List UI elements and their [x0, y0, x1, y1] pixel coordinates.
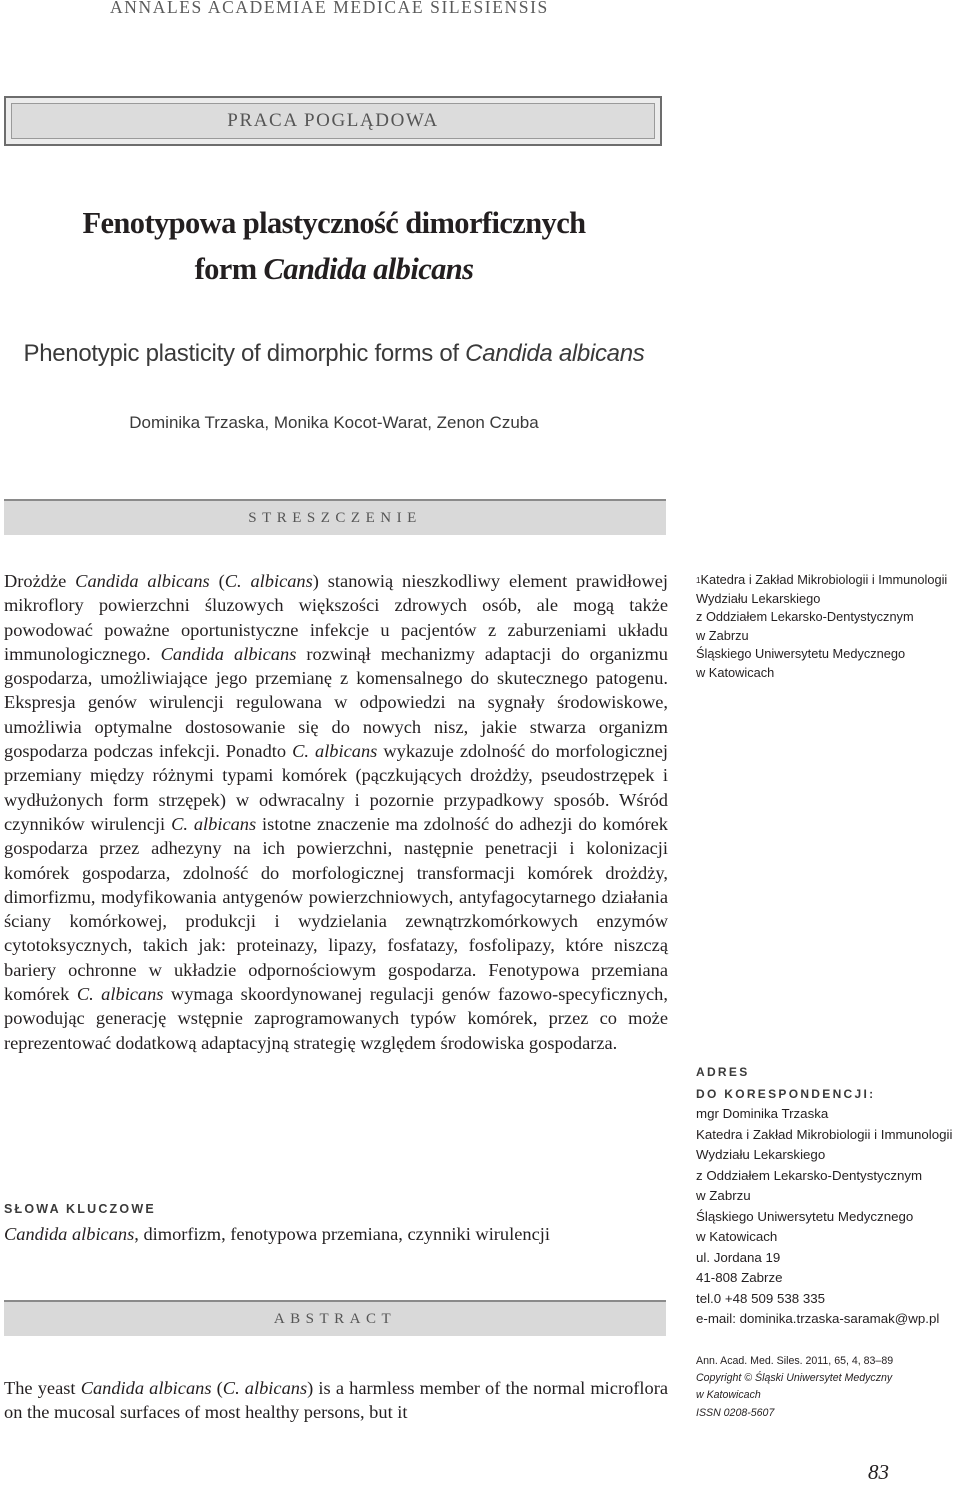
abstract-english-paragraph — [4, 1376, 668, 1425]
title-english-species: Candida albicans — [465, 340, 645, 367]
abstract-en-text: ( — [211, 1378, 223, 1398]
citation-reference: Ann. Acad. Med. Siles. 2011, 65, 4, 83–89 — [696, 1355, 894, 1367]
affiliation-line: z Oddziałem Lekarsko-Dentystycznym — [696, 609, 914, 625]
abstract-text: wykazuje zdolność do morfologicznej przemiany między różnymi typami komórek (pączkujących drożdży, pseudostrzępek i wydłużonych form strzępek) w odwracalny i pozornie przypadkowy sposób. Wśród czynników wirulencji — [4, 741, 668, 834]
citation-city: w Katowicach — [696, 1389, 761, 1402]
email-link[interactable]: e-mail: dominika.trzaska-saramak@wp.pl — [696, 1311, 940, 1326]
affiliation-line: w Zabrzu — [696, 627, 749, 643]
affiliation-line: Śląskiego Uniwersytetu Medycznego — [696, 646, 906, 662]
address-line: mgr Dominika Trzaska — [696, 1106, 829, 1121]
abstract-species: C. albicans — [171, 813, 257, 834]
title-polish-line-2-plain: form — [194, 252, 264, 286]
journal-header: ANNALES ACADEMIAE MEDICAE SILESIENSIS — [110, 0, 549, 17]
abstract-species: C. albicans — [224, 571, 313, 591]
abstract-en-text: ) is a harmless member of the normal microflora on the mucosal surfaces of most healthy persons, but it — [4, 1378, 668, 1423]
page-number: 83 — [868, 1460, 889, 1484]
address-line: tel.0 +48 509 538 335 — [696, 1290, 826, 1306]
citation-issn: ISSN 0208-5607 — [696, 1406, 775, 1419]
title-polish-line-2 — [0, 246, 668, 292]
affiliation-marker: 1 — [696, 576, 701, 585]
abstract-species: C. albicans — [292, 741, 378, 762]
keywords-species: Candida albicans — [4, 1224, 135, 1244]
correspondence-address — [696, 1104, 960, 1330]
abstract-text: ) stanowią nieszkodliwy element prawidłowej mikroflory powierzchni śluzowych większości zdrowych osób, ale mogą także powodować poważne oportunistyczne infekcje u pacjentów z zaburzeniami układu immunologicznego. — [4, 571, 668, 664]
abstract-english — [4, 1376, 668, 1425]
section-title-streszczenie: STRESZCZENIE — [248, 509, 422, 526]
abstract-text: istotne znaczenie ma zdolność do adhezji do komórek gospodarza przez adhezyny na ich powierzchni, następnie penetracji i kolonizacji komórek gospodarza, zdolność do morfologicznej transformacji komórek drożdży, dimorfizmu, modyfikowania antygenów powierzchniowych, antyfagocytarnego działania ściany komórkowej, produkcji i wydzielania zewnątrzkomórkowych enzymów cytotoksycznych, takich jak: proteinazy, lipazy, fosfatazy, fosfolipazy, które niszczą bariery ochronne w układzie odpornościowym gospodarza. Fenotypowa przemiana komórek — [4, 813, 668, 1005]
address-line: w Katowicach — [696, 1229, 778, 1244]
abstract-text: ( — [209, 571, 225, 591]
title-polish — [0, 200, 668, 292]
address-line: 41-808 Zabrze — [696, 1270, 783, 1285]
address-subheading: DO KORESPONDENCJI: — [696, 1087, 876, 1101]
abstract-en-species: Candida albicans — [80, 1378, 212, 1398]
abstract-text: rozwinął mechanizmy adaptacji do organizmu gospodarza, umożliwiające jego przemianę z komensalnego do skutecznego patogenu. Ekspresja genów wirulencji regulowana w odpowiedzi na sygnały środowiskowe, umożliwia optymalne dostosowanie się do nowych nisz, jakie stwarza organizm gospodarza podczas infekcji. Ponadto — [4, 643, 668, 762]
title-english-plain: Phenotypic plasticity of dimorphic forms of — [23, 340, 466, 367]
address-line: Wydziału Lekarskiego — [696, 1147, 826, 1162]
section-title-abstract: ABSTRACT — [273, 1310, 397, 1327]
title-polish-line-1: Fenotypowa plastyczność dimorficznych — [82, 206, 586, 240]
address-line: z Oddziałem Lekarsko-Dentystycznym — [696, 1167, 923, 1183]
keywords-list: , dimorfizm, fenotypowa przemiana, czynniki wirulencji — [134, 1224, 550, 1244]
affiliation — [696, 571, 956, 683]
affiliation-line: w Katowicach — [696, 664, 775, 680]
abstract-polish — [4, 569, 668, 1055]
citation-block — [696, 1353, 956, 1422]
affiliation-text: Katedra i Zakład Mikrobiologii i Immunologii — [700, 572, 948, 587]
section-bar-abstract — [4, 1300, 666, 1336]
article-type-label: PRACA POGLĄDOWA — [227, 110, 439, 131]
article-type-box-inner — [11, 103, 655, 139]
abstract-text: wymaga skoordynowanej regulacji genów fazowo-specyficznych, powodując generację wstępnie zaprogramowanych typów komórek, przez co może reprezentować dodatkową adaptacyjną strategię względem środowiska gospodarza. — [4, 984, 668, 1053]
abstract-en-text: The yeast — [4, 1378, 81, 1398]
affiliation-line: Wydziału Lekarskiego — [696, 590, 821, 606]
keywords-heading: SŁOWA KLUCZOWE — [4, 1202, 156, 1216]
abstract-text: Drożdże — [4, 571, 76, 591]
title-polish-species: Candida albicans — [263, 252, 474, 286]
abstract-species: C. albicans — [76, 984, 164, 1005]
section-bar-streszczenie — [4, 499, 666, 535]
keywords-text — [4, 1222, 668, 1246]
address-line: w Zabrzu — [696, 1188, 751, 1203]
address-line: ul. Jordana 19 — [696, 1249, 781, 1265]
address-line: Śląskiego Uniwersytetu Medycznego — [696, 1208, 914, 1224]
abstract-species: Candida albicans — [75, 571, 210, 591]
abstract-en-species: C. albicans — [222, 1378, 308, 1398]
address-heading: ADRES — [696, 1065, 750, 1079]
affiliation-line — [696, 571, 956, 590]
citation-copyright: Copyright © Śląski Uniwersytet Medyczny — [696, 1372, 893, 1385]
abstract-polish-paragraph — [4, 569, 668, 1055]
abstract-species: Candida albicans — [160, 643, 297, 664]
authors: Dominika Trzaska, Monika Kocot-Warat, Zenon Czuba — [129, 413, 539, 432]
title-english — [0, 340, 668, 368]
address-line: Katedra i Zakład Mikrobiologii i Immunologii — [696, 1126, 953, 1142]
article-type-box — [4, 96, 662, 146]
